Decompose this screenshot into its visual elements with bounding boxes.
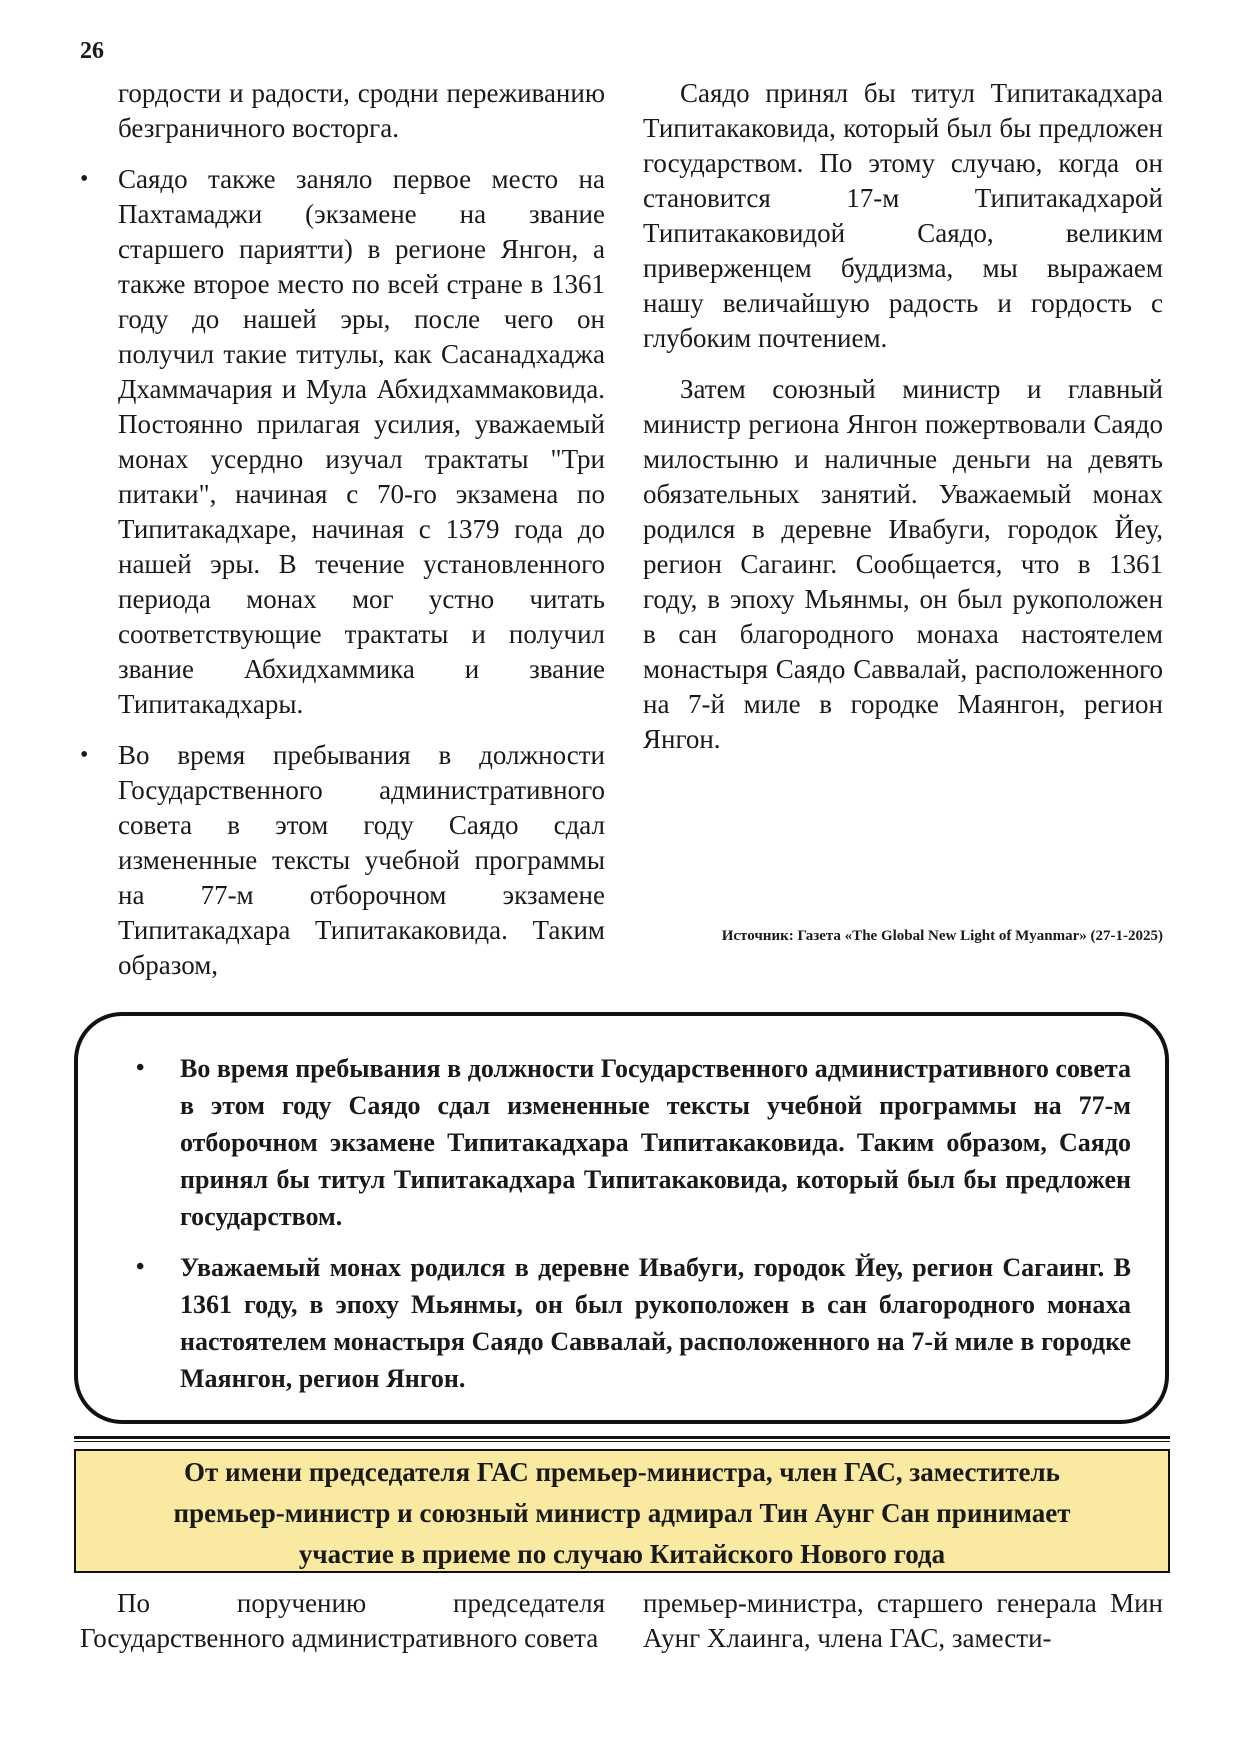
bullet-icon: • — [136, 1254, 145, 1280]
source-citation: Источник: Газета «The Global New Light of Myanmar» (27-1-2025) — [721, 928, 1163, 944]
section-divider — [74, 1436, 1170, 1439]
page-number: 26 — [80, 38, 104, 64]
summary-bullet-text: Во время пребывания в должности Государственного административного совета в этом году Саядо сдал измененные тексты учебной программы на 77-м отборочном экзамене Типитакадхара Типитакаковида. Таким образом, Саядо принял бы титул Типитакадхара Типитакаковида, который был бы предложен государством. — [180, 1054, 1131, 1231]
summary-bullet-text: Уважаемый монах родился в деревне Ивабуги, городок Йеу, регион Сагаинг. В 1361 году, в эпоху Мьянмы, он был рукоположен в сан благородного монаха настоятелем монастыря Саядо Саввалай, расположенного на 7-й миле в городке Маянгон, регион Янгон. — [180, 1253, 1131, 1393]
paragraph: премьер-министра, старшего генерала Мин Аунг Хлаинга, члена ГАС, замести- — [643, 1588, 1163, 1653]
headline-line: От имени председателя ГАС премьер-министра, член ГАС, заместитель — [184, 1457, 1060, 1487]
summary-bullet-item — [122, 1050, 1131, 1235]
bullet-icon: • — [136, 1055, 145, 1081]
bullet-icon: • — [80, 166, 89, 192]
bullet-item — [80, 738, 605, 983]
bullet-item — [80, 162, 605, 722]
headline-line: премьер-министр и союзный министр адмирал Тин Аунг Сан принимает — [173, 1498, 1071, 1528]
right-column — [643, 76, 1163, 773]
paragraph: Саядо принял бы титул Типитакадхара Типитакаковида, который был бы предложен государством. По этому случаю, когда он становится 17-м Типитакадхарой Типитакаковидой Саядо, великим приверженцем буддизма, мы выражаем нашу величайшую радость и гордость с глубоким почтением. — [643, 78, 1163, 353]
bullet-icon: • — [80, 742, 89, 768]
article-body-left — [80, 1586, 605, 1656]
article-body-right — [643, 1586, 1163, 1656]
summary-bullet-item — [122, 1249, 1131, 1397]
summary-box — [74, 1012, 1169, 1424]
bullet-text: Во время пребывания в должности Государственного административного совета в этом году Саядо сдал измененные тексты учебной программы на 77-м отборочном экзамене Типитакадхара Типитакаковида. Таким образом, — [118, 740, 605, 980]
paragraph-continuation: гордости и радости, сродни переживанию безграничного восторга. — [118, 78, 605, 143]
bullet-text: Саядо также заняло первое место на Пахтамаджи (экзамене на звание старшего париятти) в регионе Янгон, а также второе место по всей стране в 1361 году до нашей эры, после чего он получил такие титулы, как Сасанадхаджа Дхаммачария и Мула Абхидхаммаковида. Постоянно прилагая усилия, уважаемый монах усердно изучал трактаты "Три питаки", начиная с 70-го экзамена по Типитакадхаре, начиная с 1379 года до нашей эры. В течение установленного периода монах мог устно читать соответствующие трактаты и получил звание Абхидхаммика и звание Типитакадхары. — [118, 164, 605, 719]
paragraph: Затем союзный министр и главный министр региона Янгон пожертвовали Саядо милостыню и наличные деньги на девять обязательных занятий. Уважаемый монах родился в деревне Ивабуги, городок Йеу, регион Сагаинг. Сообщается, что в 1361 году, в эпоху Мьянмы, он был рукоположен в сан благородного монаха настоятелем монастыря Саядо Саввалай, расположенного на 7-й миле в городке Маянгон, регион Янгон. — [643, 374, 1163, 754]
article-headline — [74, 1449, 1170, 1573]
headline-line: участие в приеме по случаю Китайского Нового года — [298, 1539, 946, 1569]
left-column — [80, 76, 605, 999]
section-divider — [74, 1441, 1170, 1442]
paragraph: По поручению председателя Государственного административного совета — [80, 1588, 605, 1653]
